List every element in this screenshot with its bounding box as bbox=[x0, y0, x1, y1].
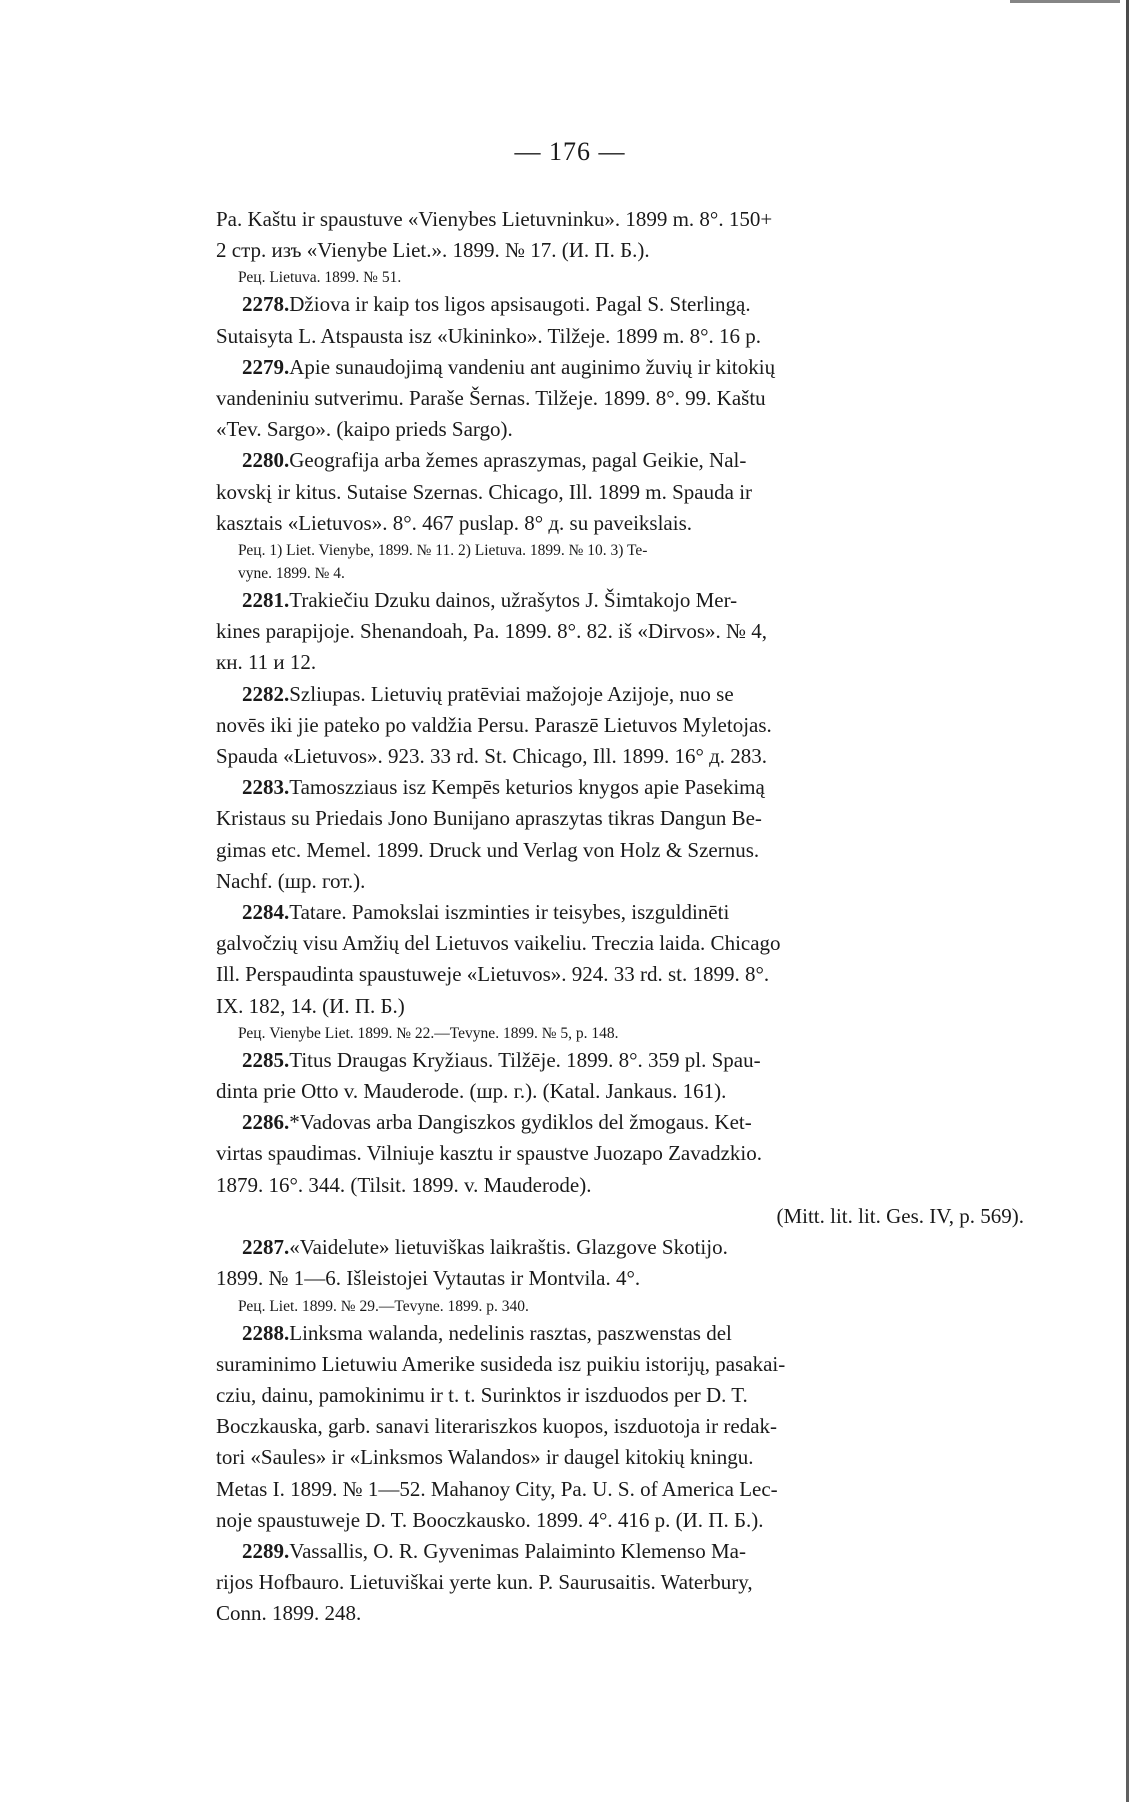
entry-number: 2285. bbox=[242, 1047, 290, 1072]
entry-number: 2282. bbox=[242, 681, 290, 706]
entry-text-line: tori «Saules» ir «Linksmos Walandos» ir daugel kitokių kningu. bbox=[216, 1445, 754, 1470]
entry-number: 2280. bbox=[242, 448, 290, 473]
entry-text-line: virtas spaudimas. Vilniuje kasztu ir spaustve Juozapo Zavadzkio. bbox=[216, 1141, 762, 1166]
entry-text-line: suraminimo Lietuwiu Amerike susideda isz puikiu istorijų, pasakai- bbox=[216, 1351, 786, 1376]
entry-title-text: Titus Draugas Kryžiaus. Tilžēje. 1899. 8°. 359 pl. Spau- bbox=[289, 1047, 761, 1072]
entry-number: 2287. bbox=[242, 1235, 290, 1260]
entry-title-text: Szliupas. Lietuvių pratēviai mažojoje Azijoje, nuo se bbox=[289, 681, 734, 706]
entry-text-line: Spauda «Lietuvos». 923. 33 rd. St. Chicago, Ill. 1899. 16° д. 283. bbox=[216, 744, 768, 769]
entry-first-line bbox=[216, 1107, 1024, 1138]
entry-text-line: Metas I. 1899. № 1—52. Mahanoy City, Pa. U. S. of America Lec- bbox=[216, 1476, 778, 1501]
entry-text-line: Pa. Kaštu ir spaustuve «Vienybes Lietuvninku». 1899 m. 8°. 150+ bbox=[216, 207, 773, 231]
entry-number: 2288. bbox=[242, 1320, 290, 1345]
entry-title-text: «Vaidelute» lietuviškas laikraštis. Glazgove Skotijo. bbox=[289, 1235, 728, 1260]
entry-title-text: Linksma walanda, nedelinis rasztas, paszwenstas del bbox=[289, 1320, 732, 1345]
review-reference-line: Рец. Liet. 1899. № 29.—Tevyne. 1899. p. 340. bbox=[238, 1297, 529, 1315]
entry-text-line: vandeniniu sutverimu. Paraše Šernas. Tilžeje. 1899. 8°. 99. Kaštu bbox=[216, 386, 766, 411]
entry-text-line: Nachf. (шр. гот.). bbox=[216, 868, 366, 893]
entry-number: 2289. bbox=[242, 1538, 290, 1563]
entry-title-text: Apie sunaudojimą vandeniu ant auginimo žuvių ir kitokių bbox=[289, 354, 776, 379]
entry-first-line bbox=[216, 772, 1024, 803]
entry-first-line bbox=[216, 1318, 1024, 1349]
entry-number: 2284. bbox=[242, 900, 290, 925]
entry-text-line: noje spaustuweje D. T. Booczkausko. 1899. 4°. 416 p. (И. П. Б.). bbox=[216, 1507, 764, 1532]
entry-text-line: Conn. 1899. 248. bbox=[216, 1601, 362, 1626]
entry-text-line: Kristaus su Priedais Jono Bunijano apraszytas tikras Dangun Be- bbox=[216, 806, 762, 831]
entry-text-line: dinta prie Otto v. Mauderode. (шр. г.). (Katal. Jankaus. 161). bbox=[216, 1079, 727, 1104]
entry-title-text: Džiova ir kaip tos ligos apsisaugoti. Pagal S. Sterlingą. bbox=[289, 292, 751, 317]
entry-text-line: 2 стр. изъ «Vienybe Liet.». 1899. № 17. (И. П. Б.). bbox=[216, 238, 650, 263]
entry-title-text: Vassallis, O. R. Gyvenimas Palaiminto Klemenso Ma- bbox=[289, 1538, 746, 1563]
source-citation-line: (Mitt. lit. lit. Ges. IV, p. 569). bbox=[776, 1203, 1024, 1228]
entry-text-line: IX. 182, 14. (И. П. Б.) bbox=[216, 993, 405, 1018]
entry-text-line: кн. 11 и 12. bbox=[216, 650, 317, 675]
entry-text-line: Sutaisyta L. Atspausta isz «Ukininko». Tilžeje. 1899 m. 8°. 16 p. bbox=[216, 323, 762, 348]
entry-text-line: 1879. 16°. 344. (Tilsit. 1899. v. Mauderode). bbox=[216, 1172, 592, 1197]
entry-first-line bbox=[216, 679, 1024, 710]
entry-first-line bbox=[216, 897, 1024, 928]
scan-edge-marks bbox=[1010, 0, 1120, 13]
entry-text-line: kasztais «Lietuvos». 8°. 467 puslap. 8° д. su paveikslais. bbox=[216, 510, 693, 535]
entry-title-text: Tamoszziaus isz Kempēs keturios knygos apie Pasekimą bbox=[289, 775, 765, 800]
entry-first-line bbox=[216, 445, 1024, 476]
entry-text-line: 1899. № 1—6. Išleistojei Vytautas ir Montvila. 4°. bbox=[216, 1266, 641, 1291]
entry-first-line bbox=[216, 352, 1024, 383]
entry-text-line: rijos Hofbauro. Lietuviškai yerte kun. P. Saurusaitis. Waterbury, bbox=[216, 1570, 753, 1595]
entry-title-text: Trakiečiu Dzuku dainos, užrašytos J. Šimtakojo Mer- bbox=[289, 588, 738, 613]
entry-number: 2278. bbox=[242, 292, 290, 317]
entry-title-text: *Vadovas arba Dangiszkos gydiklos del žmogaus. Ket- bbox=[289, 1110, 752, 1135]
entry-first-line bbox=[216, 1045, 1024, 1076]
entry-text-line: kovskį ir kitus. Sutaise Szernas. Chicago, Ill. 1899 m. Spauda ir bbox=[216, 479, 753, 504]
entry-first-line bbox=[216, 289, 1024, 320]
entry-text-line: novēs iki jie pateko po valdžia Persu. Paraszē Lietuvos Myletojas. bbox=[216, 712, 772, 737]
entry-title-text: Tatare. Pamokslai iszminties ir teisybes, iszguldinēti bbox=[289, 900, 730, 925]
scan-edge-line bbox=[1126, 0, 1129, 1802]
entry-text-line: Boczkauska, garb. sanavi literariszkos kuopos, iszduotoja ir redak- bbox=[216, 1414, 778, 1439]
entry-first-line bbox=[216, 1232, 1024, 1263]
entry-text-line: Ill. Perspaudinta spaustuweje «Lietuvos». 924. 33 rd. st. 1899. 8°. bbox=[216, 962, 770, 987]
entry-text-line: galvočzių visu Amžių del Lietuvos vaikeliu. Treczia laida. Chicago bbox=[216, 931, 781, 956]
entry-text-line: «Tev. Sargo». (kaipo prieds Sargo). bbox=[216, 417, 513, 442]
entry-number: 2279. bbox=[242, 354, 290, 379]
entry-text-line: cziu, dainu, pamokinimu ir t. t. Surinktos ir iszduodos per D. T. bbox=[216, 1382, 748, 1407]
review-reference-line: vyne. 1899. № 4. bbox=[238, 565, 345, 583]
review-reference-line: Рец. Lietuva. 1899. № 51. bbox=[238, 269, 402, 287]
review-reference-line: Рец. Vienybe Liet. 1899. № 22.—Tevyne. 1899. № 5, p. 148. bbox=[238, 1024, 619, 1042]
entry-first-line bbox=[216, 1536, 1024, 1567]
page-number: — 176 — bbox=[514, 137, 626, 166]
review-reference-line: Рец. 1) Liet. Vienybe, 1899. № 11. 2) Lietuva. 1899. № 10. 3) Te- bbox=[238, 542, 648, 560]
entry-number: 2283. bbox=[242, 775, 290, 800]
entry-title-text: Geografija arba žemes apraszymas, pagal Geikie, Nal- bbox=[289, 448, 747, 473]
entry-number: 2281. bbox=[242, 588, 290, 613]
bibliography-entries bbox=[216, 204, 1024, 1630]
entry-text-line: kines parapijoje. Shenandoah, Pa. 1899. 8°. 82. iš «Dirvos». № 4, bbox=[216, 619, 768, 644]
entry-number: 2286. bbox=[242, 1110, 290, 1135]
entry-text-line: gimas etc. Memel. 1899. Druck und Verlag von Holz & Szernus. bbox=[216, 837, 760, 862]
entry-first-line bbox=[216, 585, 1024, 616]
